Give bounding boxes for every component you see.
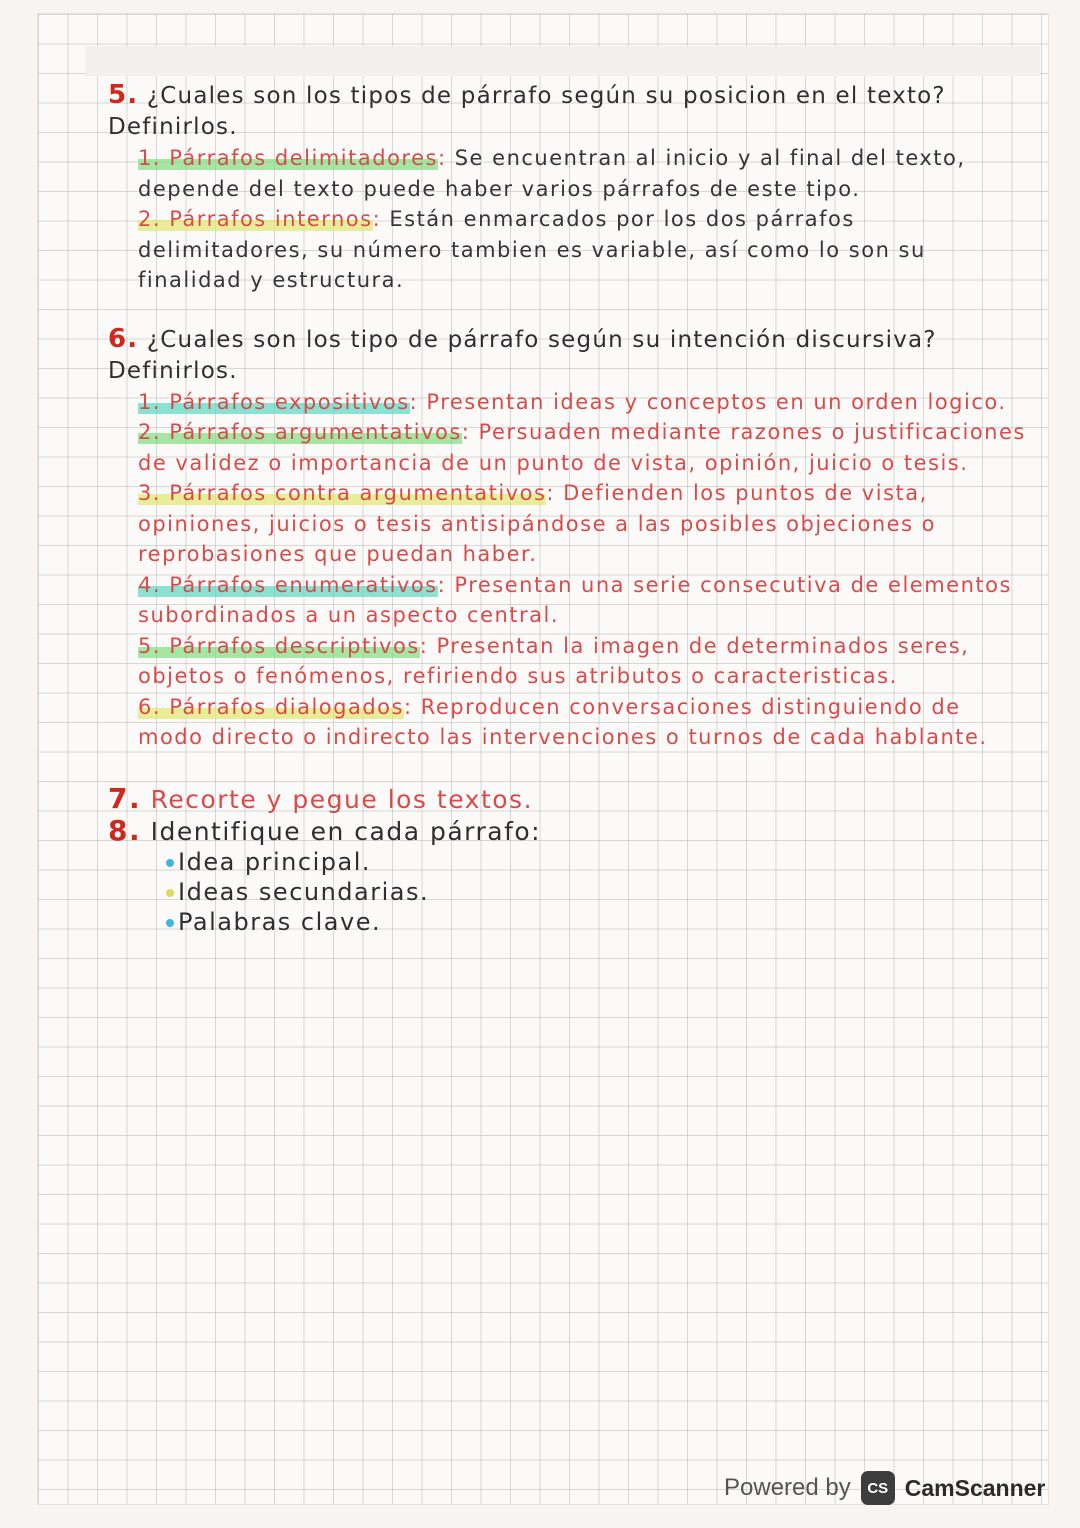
question-5 [108, 80, 1028, 143]
paragraph-type-definition: Presentan una serie consecutiva de elementos subordinados a un aspecto central. [138, 572, 1012, 627]
term-colon: : [419, 633, 437, 658]
paragraph-type-definition: Persuaden mediante razones o justificaciones de validez o importancia de un punto de vista, opinión, juicio o tesis. [138, 420, 1026, 475]
bullet-label: Idea principal. [178, 847, 371, 876]
term-colon: : [403, 694, 421, 719]
task-8 [108, 815, 1028, 847]
term-colon: : [461, 420, 479, 444]
question-number: 5. [108, 80, 139, 110]
paragraph-type-definition: Presentan ideas y conceptos en un orden logico. [426, 389, 1007, 414]
paragraph-type-definition: Se encuentran al inicio y al final del texto, depende del texto puede haber varios párrafos de este tipo. [138, 146, 966, 201]
bullet-label: Ideas secundarias. [178, 877, 430, 906]
page-header-band [85, 46, 1040, 76]
answer-item [138, 570, 1028, 631]
spacer [108, 296, 1028, 324]
paragraph-type-term: 1. Párrafos expositivos [138, 389, 410, 414]
paragraph-type-definition: Reproducen conversaciones distinguiendo de modo directo o indirecto las intervenciones o turnos de cada hablante. [138, 694, 988, 749]
paragraph-type-term: 5. Párrafos descriptivos [138, 633, 420, 658]
camscanner-brand: CamScanner [904, 1474, 1046, 1501]
task-7 [108, 783, 1028, 815]
answer-item [138, 387, 1028, 418]
paragraph-type-definition: Están enmarcados por los dos párrafos delimitadores, su número tambien es variable, así como lo son su finalidad y estructura. [138, 207, 926, 292]
scanner-watermark [724, 1468, 1050, 1508]
question-6-answers [108, 387, 1028, 753]
answer-item [138, 143, 1028, 204]
term-colon: : [437, 146, 455, 170]
camscanner-logo-icon: CS [861, 1471, 895, 1505]
task-number: 7. [108, 781, 142, 815]
bullet-item [166, 847, 1028, 877]
paragraph-type-term: 1. Párrafos delimitadores [138, 146, 438, 170]
paragraph-type-term: 4. Párrafos enumerativos [138, 572, 438, 597]
bullet-item [166, 877, 1028, 907]
paragraph-type-term: 6. Párrafos dialogados [138, 694, 404, 719]
question-6 [108, 324, 1028, 387]
question-text: ¿Cuales son los tipo de párrafo según su intención discursiva? Definirlos. [108, 326, 937, 384]
term-colon: : [546, 481, 564, 505]
spacer [108, 753, 1028, 783]
task-8-bullets [108, 847, 1028, 937]
bullet-item [166, 907, 1028, 937]
task-text: Recorte y pegue los textos. [150, 784, 534, 814]
paragraph-type-term: 2. Párrafos internos [138, 207, 373, 231]
paragraph-type-definition: Defienden los puntos de vista, opiniones, juicios o tesis antisipándose a las posibles objeciones o reprobasiones que puedan haber. [138, 481, 937, 566]
powered-by-text: Powered by [724, 1474, 851, 1501]
answer-item [138, 692, 1028, 753]
term-colon: : [372, 207, 390, 231]
answer-item [138, 417, 1028, 478]
question-number: 6. [108, 323, 139, 354]
notes-content [108, 80, 1028, 937]
paragraph-type-term: 2. Párrafos argumentativos [138, 420, 462, 444]
answer-item [138, 204, 1028, 296]
question-text: ¿Cuales son los tipos de párrafo según su posicion en el texto? Definirlos. [108, 83, 946, 140]
answer-item [138, 631, 1028, 692]
term-colon: : [437, 572, 455, 597]
bullet-dot-icon [166, 889, 174, 897]
bullet-dot-icon [166, 859, 174, 867]
bullet-dot-icon [166, 919, 174, 927]
question-5-answers [108, 143, 1028, 296]
paragraph-type-term: 3. Párrafos contra argumentativos [138, 481, 547, 505]
task-text: Identifique en cada párrafo: [150, 816, 542, 846]
answer-item [138, 478, 1028, 570]
task-number: 8. [108, 813, 142, 847]
paragraph-type-definition: Presentan la imagen de determinados seres, objetos o fenómenos, refiriendo sus atributos o caracteristicas. [138, 633, 970, 688]
bullet-label: Palabras clave. [178, 907, 382, 936]
term-colon: : [409, 389, 427, 414]
